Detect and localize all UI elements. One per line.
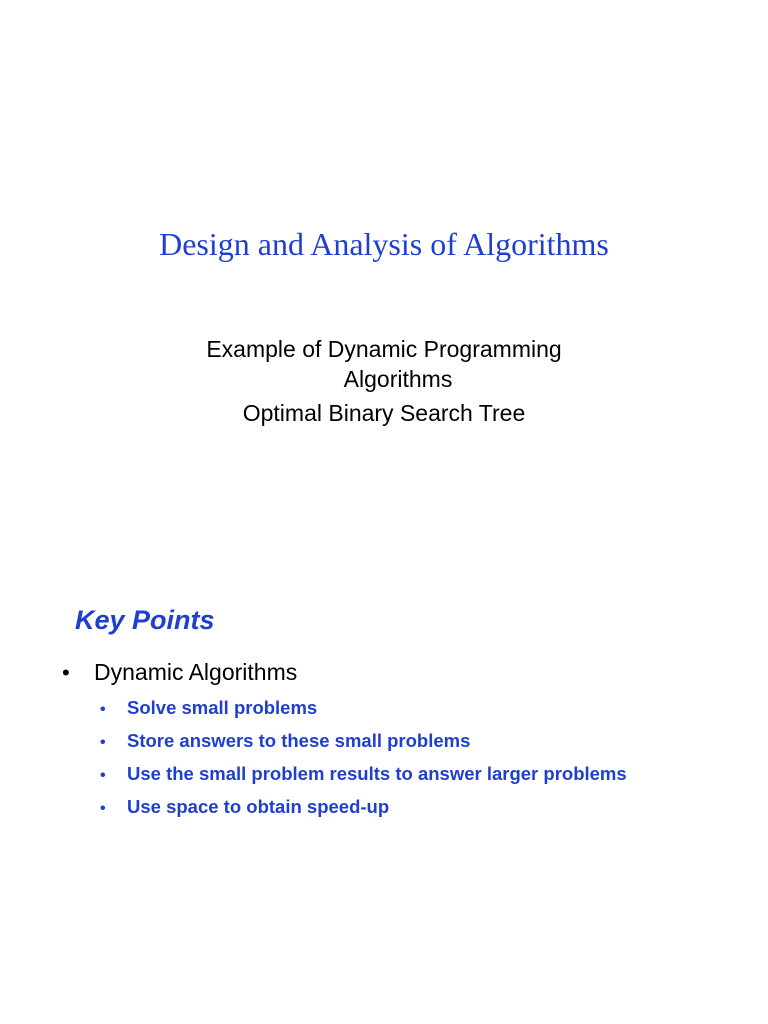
bullet-icon: •: [100, 767, 106, 784]
list-item-text: Use space to obtain speed-up: [127, 796, 390, 817]
subtitle-line-2: Algorithms: [343, 366, 453, 392]
subtitle-line-1: Example of Dynamic Programming: [206, 336, 562, 362]
list-item: [100, 791, 627, 824]
bullet-icon: •: [100, 734, 106, 751]
subtitle-block: [0, 334, 768, 394]
list-item: [100, 758, 627, 791]
subtitle-topic: Optimal Binary Search Tree: [242, 400, 526, 426]
page-title: Design and Analysis of Algorithms: [159, 226, 609, 262]
main-bullet: [62, 656, 297, 689]
list-item-text: Solve small problems: [127, 697, 318, 718]
list-item-text: Store answers to these small problems: [127, 730, 471, 751]
bullet-icon: •: [62, 660, 70, 685]
list-item: [100, 725, 627, 758]
bullet-icon: •: [100, 701, 106, 718]
list-item-text: Use the small problem results to answer larger problems: [127, 763, 627, 784]
key-points-heading: Key Points: [75, 605, 215, 635]
list-item: [100, 692, 627, 725]
main-bullet-text: Dynamic Algorithms: [94, 659, 298, 685]
bullet-icon: •: [100, 800, 106, 817]
sub-bullet-list: [100, 692, 627, 824]
